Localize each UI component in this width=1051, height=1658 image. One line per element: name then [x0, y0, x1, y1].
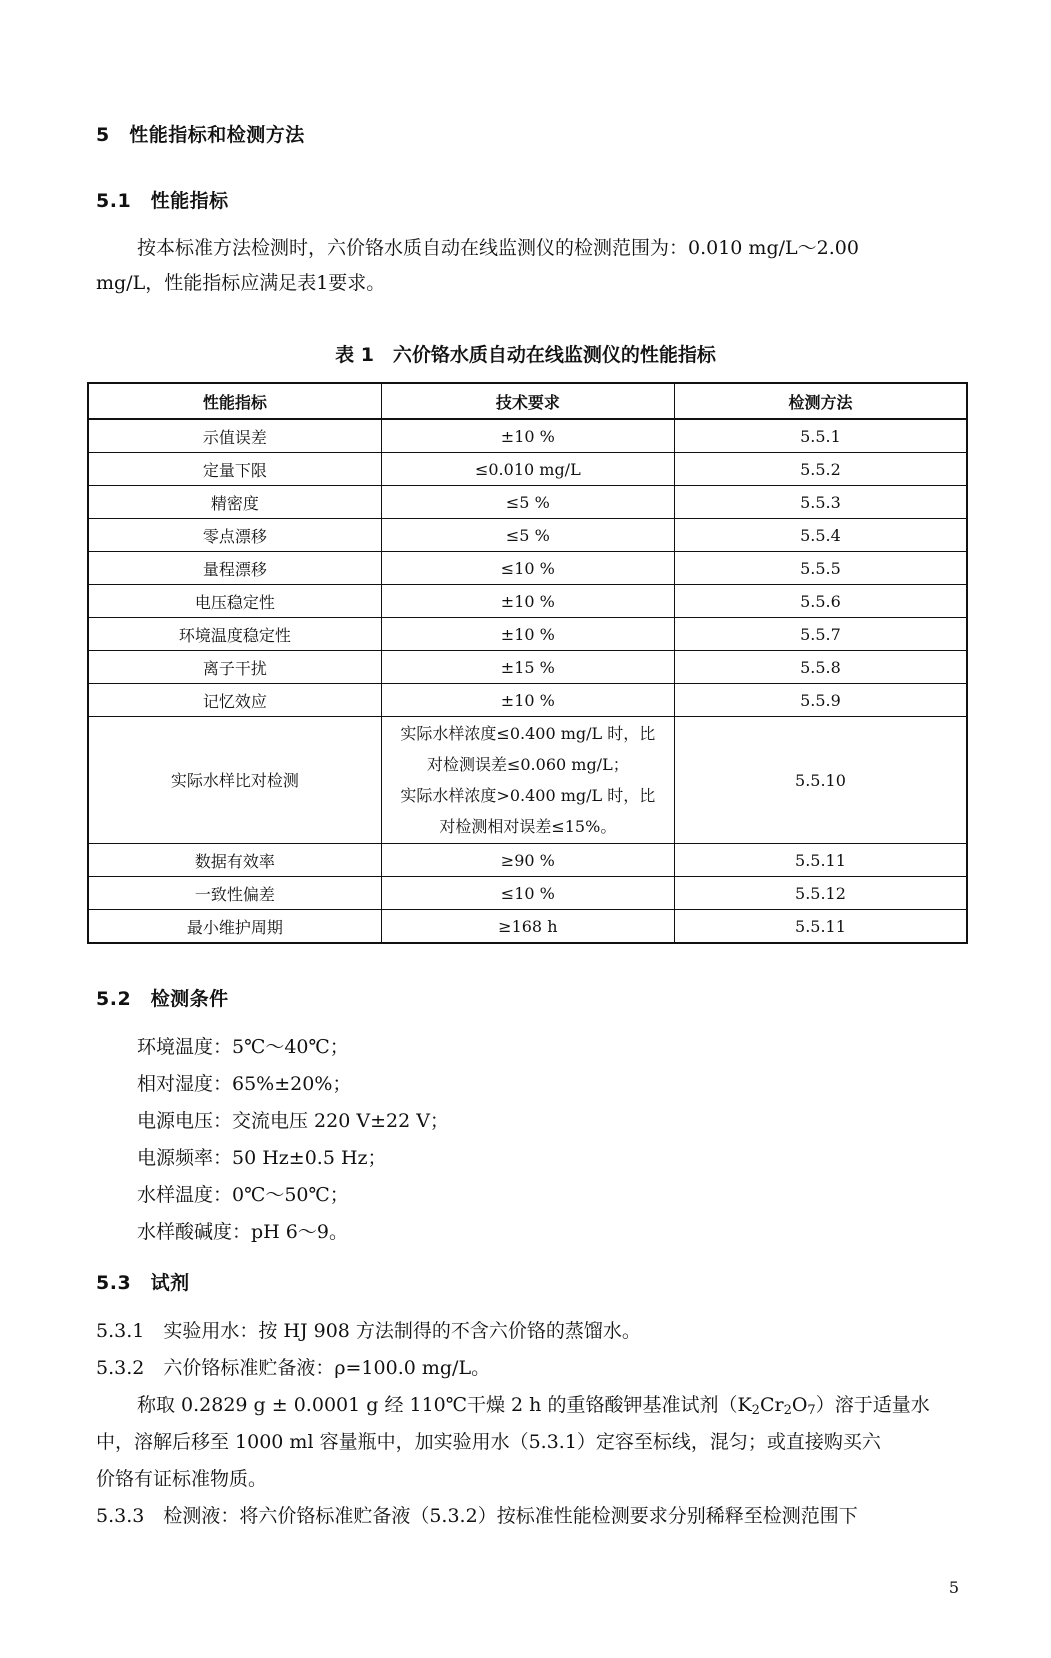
cell-requirement: ≤10 % — [381, 877, 674, 910]
requirement-line: 实际水样浓度>0.400 mg/L 时，比 — [400, 786, 656, 805]
paragraph-weighing-line3: 价铬有证标准物质。 — [96, 1468, 268, 1490]
cell-method: 5.5.11 — [674, 844, 967, 877]
cell-method: 5.5.8 — [674, 651, 967, 684]
cell-indicator: 环境温度稳定性 — [88, 618, 381, 651]
header-requirement: 技术要求 — [381, 383, 674, 419]
cell-indicator: 最小维护周期 — [88, 910, 381, 944]
table-row — [88, 651, 967, 684]
paragraph-range-line2: mg/L，性能指标应满足表1要求。 — [96, 272, 386, 294]
table-caption: 表 1 六价铬水质自动在线监测仪的性能指标 — [335, 344, 716, 366]
cell-method: 5.5.12 — [674, 877, 967, 910]
cell-method: 5.5.3 — [674, 486, 967, 519]
cell-method: 5.5.10 — [674, 717, 967, 844]
section-5-3-heading: 5.3 试剂 — [96, 1272, 190, 1294]
cell-indicator: 实际水样比对检测 — [88, 717, 381, 844]
condition-item: 电源频率：50 Hz±0.5 Hz； — [137, 1147, 387, 1169]
cell-requirement: ±10 % — [381, 585, 674, 618]
paragraph-range-line1: 按本标准方法检测时，六价铬水质自动在线监测仪的检测范围为：0.010 mg/L～2.00 — [137, 237, 859, 259]
paragraph-weighing-line1 — [137, 1387, 930, 1429]
performance-table — [87, 382, 968, 944]
cell-indicator: 精密度 — [88, 486, 381, 519]
section-5-heading: 5 性能指标和检测方法 — [96, 124, 305, 146]
cell-indicator: 定量下限 — [88, 453, 381, 486]
cell-indicator: 一致性偏差 — [88, 877, 381, 910]
table-row — [88, 552, 967, 585]
condition-item: 电源电压：交流电压 220 V±22 V； — [137, 1110, 449, 1132]
cell-requirement-multiline — [381, 717, 674, 844]
paragraph-5-3-3: 5.3.3 检测液：将六价铬标准贮备液（5.3.2）按标准性能检测要求分别稀释至检测范围下 — [96, 1505, 858, 1527]
cell-requirement: ≤10 % — [381, 552, 674, 585]
page-number: 5 — [948, 1578, 959, 1597]
header-method: 检测方法 — [674, 383, 967, 419]
cell-method: 5.5.7 — [674, 618, 967, 651]
cell-method: 5.5.4 — [674, 519, 967, 552]
cell-indicator: 零点漂移 — [88, 519, 381, 552]
cell-method: 5.5.6 — [674, 585, 967, 618]
cell-method: 5.5.2 — [674, 453, 967, 486]
header-indicator: 性能指标 — [88, 383, 381, 419]
weighing-text-end: ）溶于适量水 — [815, 1394, 930, 1416]
cell-method: 5.5.9 — [674, 684, 967, 717]
paragraph-5-3-2: 5.3.2 六价铬标准贮备液：ρ=100.0 mg/L。 — [96, 1357, 491, 1379]
cell-requirement: ≥168 h — [381, 910, 674, 944]
cell-indicator: 数据有效率 — [88, 844, 381, 877]
condition-item: 相对湿度：65%±20%； — [137, 1073, 352, 1095]
subscript-cr2: 2 — [783, 1403, 792, 1418]
table-row — [88, 684, 967, 717]
subscript-o7: 7 — [807, 1403, 816, 1418]
cell-requirement: ≤5 % — [381, 519, 674, 552]
table-row — [88, 453, 967, 486]
paragraph-weighing-line2: 中，溶解后移至 1000 ml 容量瓶中，加实验用水（5.3.1）定容至标线，混匀；或直接购买六 — [96, 1431, 881, 1453]
formula-o: O — [791, 1394, 808, 1416]
cell-method: 5.5.11 — [674, 910, 967, 944]
table-header-row — [88, 383, 967, 419]
table-row-multiline — [88, 717, 967, 844]
cell-indicator: 示值误差 — [88, 419, 381, 453]
weighing-text-start: 称取 0.2829 g ± 0.0001 g 经 110℃干燥 2 h 的重铬酸钾基准试剂（K — [137, 1394, 752, 1416]
cell-indicator: 电压稳定性 — [88, 585, 381, 618]
section-5-1-heading: 5.1 性能指标 — [96, 190, 229, 212]
table-row — [88, 877, 967, 910]
cell-requirement: ≤5 % — [381, 486, 674, 519]
cell-method: 5.5.1 — [674, 419, 967, 453]
cell-method: 5.5.5 — [674, 552, 967, 585]
paragraph-5-3-1: 5.3.1 实验用水：按 HJ 908 方法制得的不含六价铬的蒸馏水。 — [96, 1320, 641, 1342]
cell-indicator: 离子干扰 — [88, 651, 381, 684]
cell-requirement: ±10 % — [381, 684, 674, 717]
cell-requirement: ±15 % — [381, 651, 674, 684]
cell-requirement: ≤0.010 mg/L — [381, 453, 674, 486]
cell-indicator: 记忆效应 — [88, 684, 381, 717]
condition-item: 水样温度：0℃～50℃； — [137, 1184, 349, 1206]
cell-requirement: ±10 % — [381, 618, 674, 651]
cell-requirement: ≥90 % — [381, 844, 674, 877]
section-5-2-heading: 5.2 检测条件 — [96, 988, 229, 1010]
cell-indicator: 量程漂移 — [88, 552, 381, 585]
table-row — [88, 419, 967, 453]
cell-requirement: ±10 % — [381, 419, 674, 453]
table-row — [88, 618, 967, 651]
condition-item: 环境温度：5℃～40℃； — [137, 1036, 349, 1058]
requirement-line: 对检测相对误差≤15%。 — [439, 817, 617, 836]
table-row — [88, 519, 967, 552]
subscript-k2: 2 — [751, 1403, 760, 1418]
requirement-line: 对检测误差≤0.060 mg/L； — [426, 755, 629, 774]
formula-cr: Cr — [759, 1394, 784, 1416]
table-row — [88, 486, 967, 519]
table-row — [88, 585, 967, 618]
table-row — [88, 910, 967, 944]
requirement-line: 实际水样浓度≤0.400 mg/L 时，比 — [400, 724, 656, 743]
condition-item: 水样酸碱度：pH 6～9。 — [137, 1221, 348, 1243]
table-row — [88, 844, 967, 877]
